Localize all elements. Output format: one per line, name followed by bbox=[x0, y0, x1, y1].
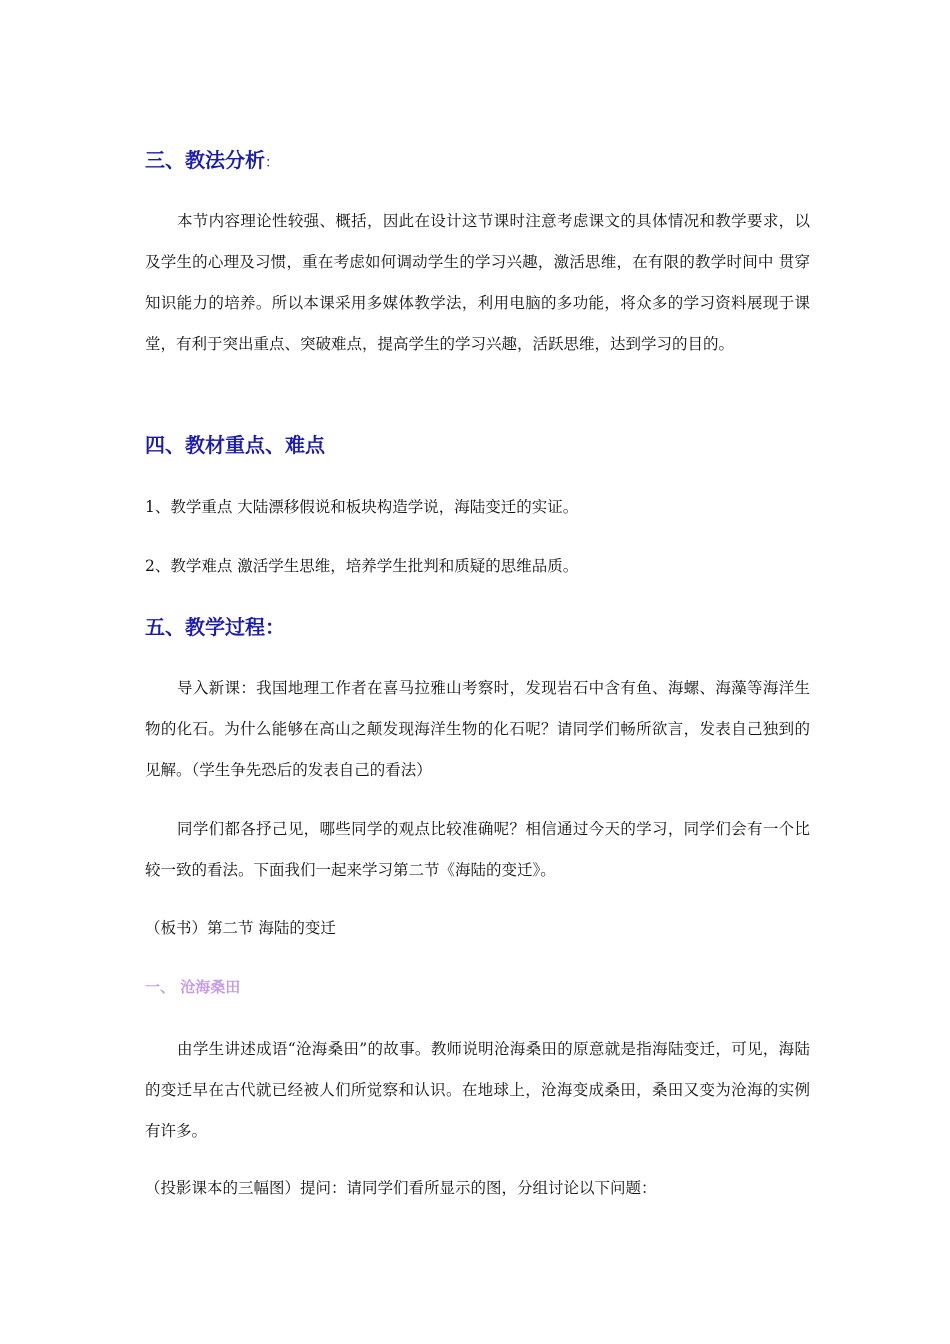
section3-title: 三、教法分析 bbox=[145, 148, 265, 172]
transition-paragraph: 同学们都各抒己见，哪些同学的观点比较准确呢？相信通过今天的学习，同学们会有一个比较一致的看法。下面我们一起来学习第二节《海陆的变迁》。 bbox=[145, 820, 810, 879]
section4-heading: 四、教材重点、难点 bbox=[145, 433, 325, 457]
key-point-line: 1、教学重点 大陆漂移假说和板块构造学说，海陆变迁的实证。 bbox=[145, 498, 579, 516]
section5-heading: 五、教学过程： bbox=[145, 615, 285, 639]
story-paragraph: 由学生讲述成语“沧海桑田”的故事。教师说明沧海桑田的原意就是指海陆变迁，可见，海陆的变迁早在古代就已经被人们所觉察和认识。在地球上，沧海变成桑田，桑田又变为沧海的实例有许多。 bbox=[145, 1040, 810, 1140]
board-line: （板书）第二节 海陆的变迁 bbox=[145, 919, 336, 937]
difficult-point-line: 2、教学难点 激活学生思维，培养学生批判和质疑的思维品质。 bbox=[145, 557, 579, 575]
section3-paragraph: 本节内容理论性较强、概括，因此在设计这节课时注意考虑课文的具体情况和教学要求，以及学生的心理及习惯，重在考虑如何调动学生的学习兴趣，激活思维，在有限的教学时间中 贯穿知识能力的培养。所以本课采用多媒体教学法，利用电脑的多功能，将众多的学习资料展现于课堂，有利于突出重点、突破难点，提高学生的学习兴趣，活跃思维，达到学习的目的。 bbox=[145, 212, 810, 353]
section3-colon: ： bbox=[265, 155, 279, 171]
subheading-canghai-sangtian: 一、 沧海桑田 bbox=[145, 978, 241, 996]
projection-line: （投影课本的三幅图）提问：请同学们看所显示的图，分组讨论以下问题： bbox=[145, 1179, 657, 1197]
section3-heading bbox=[145, 148, 279, 175]
intro-paragraph: 导入新课：我国地理工作者在喜马拉雅山考察时，发现岩石中含有鱼、海螺、海藻等海洋生物的化石。为什么能够在高山之颠发现海洋生物的化石呢？请同学们畅所欲言，发表自己独到的见解。（学生争先恐后的发表自己的看法） bbox=[145, 679, 810, 779]
